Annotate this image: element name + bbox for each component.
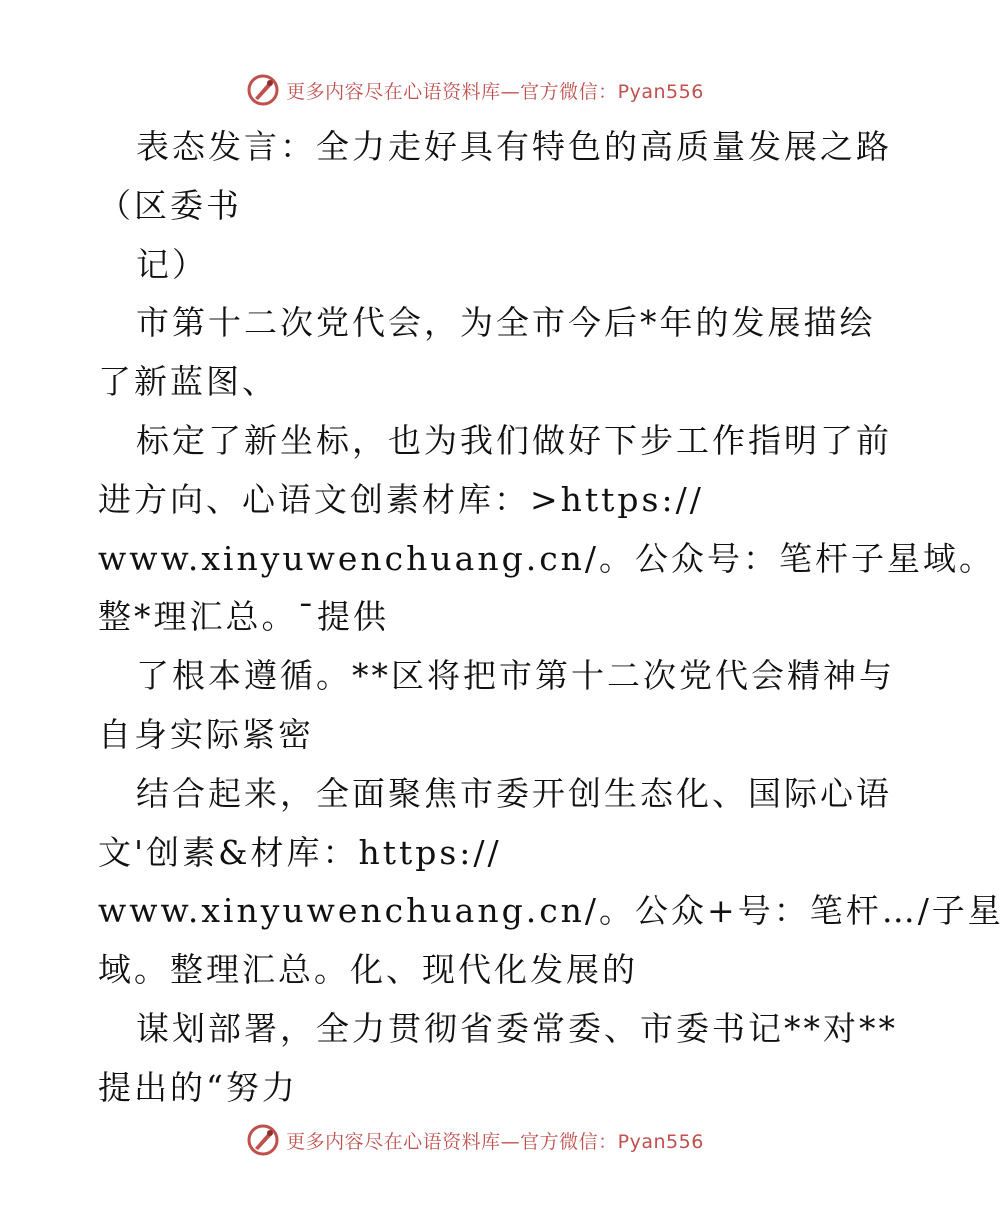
body-line: 谋划部署，全力贯彻省委常委、市委书记**对** <box>136 1008 898 1048</box>
pen-logo-icon <box>246 1123 280 1157</box>
body-line: 记） <box>136 244 208 284</box>
document-body <box>98 118 1004 1118</box>
body-line: 了根本遵循。**区将把市第十二次党代会精神与 <box>136 656 895 696</box>
body-line: 域。整理汇总。化、现代化发展的 <box>98 950 638 990</box>
body-line: 市第十二次党代会，为全市今后*年的发展描绘 <box>136 303 876 343</box>
body-line: 结合起来，全面聚焦市委开创生态化、国际心语 <box>136 773 892 813</box>
body-line: 表态发言：全力走好具有特色的高质量发展之路 <box>136 127 892 166</box>
body-line: 文'创素&材库：https:// <box>98 832 502 872</box>
body-line: （区委书 <box>98 185 242 225</box>
body-line: 提出的“努力 <box>98 1067 298 1107</box>
pen-logo-icon <box>246 73 280 107</box>
body-line: 进方向、心语文创素材库：>https:// <box>98 479 704 519</box>
header-watermark-banner <box>0 70 950 110</box>
body-line: 了新蓝图、 <box>98 362 278 402</box>
body-line: 整*理汇总。¯提供 <box>98 597 389 637</box>
footer-watermark-banner <box>0 1120 950 1160</box>
footer-watermark-text: 更多内容尽在心语资料库—官方微信：Pyan556 <box>286 1130 704 1153</box>
body-line: www.xinyuwenchuang.cn/。公众号：笔杆子星域。 <box>98 538 996 578</box>
body-line: www.xinyuwenchuang.cn/。公众+号：笔杆…/子星 <box>98 891 1004 931</box>
header-watermark-text: 更多内容尽在心语资料库—官方微信：Pyan556 <box>286 80 704 103</box>
body-line: 标定了新坐标，也为我们做好下步工作指明了前 <box>136 420 892 460</box>
body-line: 自身实际紧密 <box>98 714 314 754</box>
